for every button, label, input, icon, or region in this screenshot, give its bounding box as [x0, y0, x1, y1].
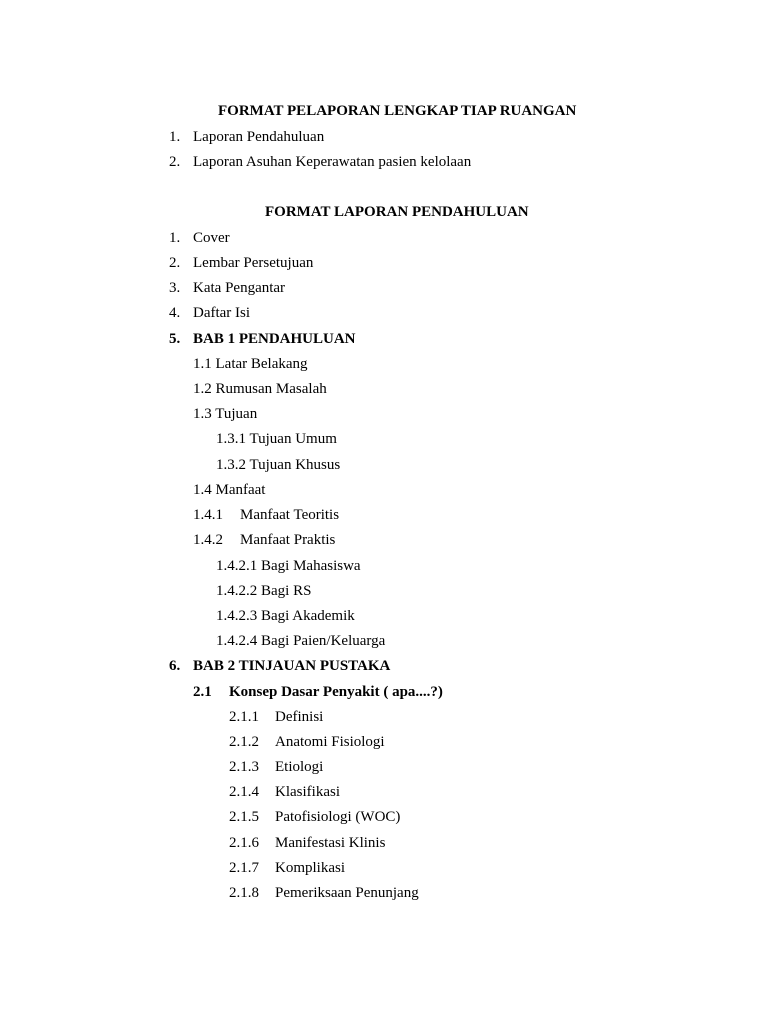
- list-item: Cover: [193, 230, 230, 246]
- subsection-item: 1.2 Rumusan Masalah: [193, 381, 327, 397]
- subsection-number: 2.1.3: [229, 759, 259, 775]
- list-item: Laporan Pendahuluan: [193, 129, 325, 145]
- list-number: 6.: [169, 658, 181, 674]
- list-number: 5.: [169, 331, 181, 347]
- subsection-item: Manfaat Teoritis: [240, 507, 340, 523]
- subsection-item: Manifestasi Klinis: [275, 835, 386, 851]
- list-number: 3.: [169, 280, 181, 296]
- subsection-number: 2.1.4: [229, 784, 259, 800]
- subsection-item: 1.3.2 Tujuan Khusus: [216, 457, 341, 473]
- subsection-item: 1.3 Tujuan: [193, 406, 258, 422]
- subsection-number: 2.1: [193, 684, 212, 700]
- subsection-item: Klasifikasi: [275, 784, 340, 800]
- section1-heading: FORMAT PELAPORAN LENGKAP TIAP RUANGAN: [218, 103, 577, 119]
- subsection-item: Definisi: [275, 709, 324, 725]
- subsection-item: Patofisiologi (WOC): [275, 809, 401, 825]
- subsection-number: 2.1.1: [229, 709, 259, 725]
- list-number: 4.: [169, 305, 181, 321]
- list-number: 2.: [169, 154, 181, 170]
- subsection-number: 2.1.7: [229, 860, 259, 876]
- section2-heading: FORMAT LAPORAN PENDAHULUAN: [265, 204, 529, 220]
- list-item: Lembar Persetujuan: [193, 255, 314, 271]
- subsection-number: 2.1.8: [229, 885, 259, 901]
- subsection-item: Anatomi Fisiologi: [275, 734, 385, 750]
- chapter-heading: BAB 2 TINJAUAN PUSTAKA: [193, 658, 391, 674]
- subsection-number: 2.1.6: [229, 835, 259, 851]
- subsection-item: Pemeriksaan Penunjang: [275, 885, 419, 901]
- list-item: Daftar Isi: [193, 305, 251, 321]
- subsection-item: Manfaat Praktis: [240, 532, 336, 548]
- subsection-item: 1.4.2.1 Bagi Mahasiswa: [216, 558, 361, 574]
- chapter-heading: BAB 1 PENDAHULUAN: [193, 331, 356, 347]
- subsection-number: 1.4.1: [193, 507, 223, 523]
- subsection-item: 1.4.2.2 Bagi RS: [216, 583, 312, 599]
- list-item: Laporan Asuhan Keperawatan pasien kelolaan: [193, 154, 472, 170]
- subsection-item: Komplikasi: [275, 860, 345, 876]
- list-number: 2.: [169, 255, 181, 271]
- subsection-item: 1.4.2.3 Bagi Akademik: [216, 608, 355, 624]
- subsection-item: 1.4 Manfaat: [193, 482, 266, 498]
- subsection-number: 1.4.2: [193, 532, 223, 548]
- subsection-heading: Konsep Dasar Penyakit ( apa....?): [229, 684, 443, 700]
- list-number: 1.: [169, 129, 181, 145]
- subsection-item: Etiologi: [275, 759, 324, 775]
- subsection-number: 2.1.2: [229, 734, 259, 750]
- subsection-item: 1.1 Latar Belakang: [193, 356, 308, 372]
- list-item: Kata Pengantar: [193, 280, 286, 296]
- subsection-item: 1.4.2.4 Bagi Paien/Keluarga: [216, 633, 386, 649]
- list-number: 1.: [169, 230, 181, 246]
- subsection-item: 1.3.1 Tujuan Umum: [216, 431, 337, 447]
- subsection-number: 2.1.5: [229, 809, 259, 825]
